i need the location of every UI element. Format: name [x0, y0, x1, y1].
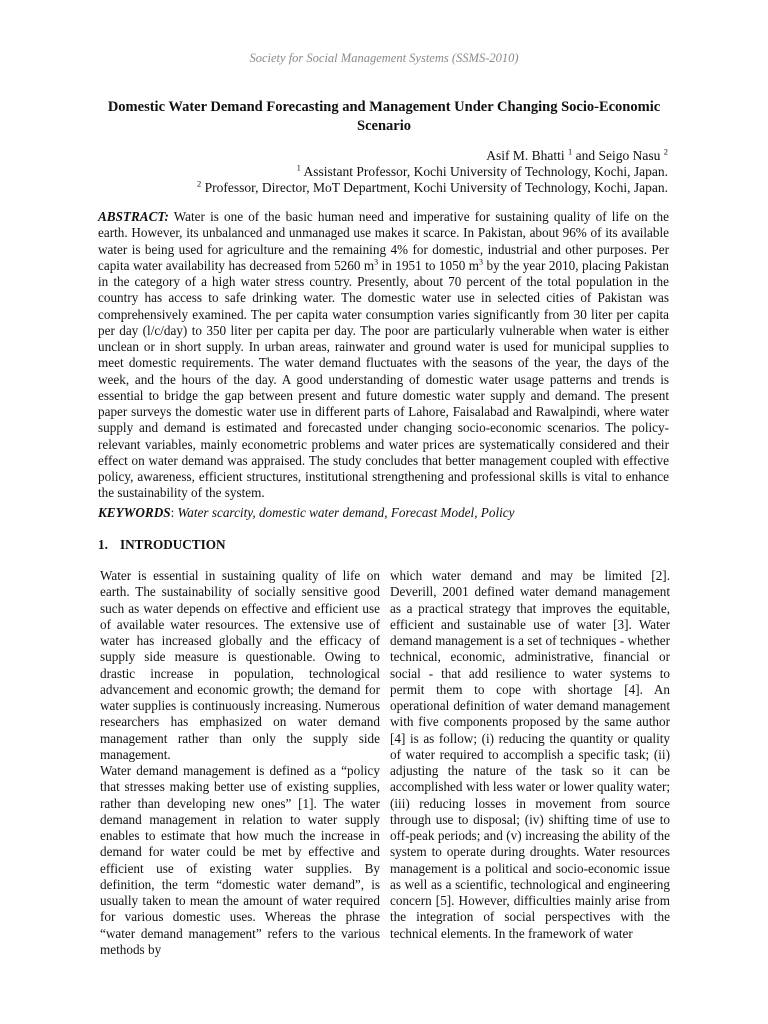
paragraph: Water demand management is defined as a “policy that stresses making better use of existing supplies, rather than developing new ones” [1]. The water demand management in relation to water supply enables to estimate that how much the increase in demand for water could be met by effective and efficient use of existing water supplies. By definition, the term “domestic water demand”, is usually taken to mean the amount of water required for various domestic uses. Whereas the phrase “water demand management” refers to the various methods by	[100, 763, 380, 957]
abstract-sup-1: 3	[374, 257, 379, 267]
keywords	[98, 505, 669, 521]
author-1-sup: 1	[568, 146, 573, 157]
affiliation-1-sup: 1	[296, 162, 301, 173]
keywords-text: Water scarcity, domestic water demand, Forecast Model, Policy	[177, 505, 515, 520]
abstract-text-1: Water is one of the basic human need and imperative for sustaining quality of life on the earth. However, its unbalanced and unmanaged use makes it scarce. In Pakistan, about 96% of its available water is being used for agriculture and the remaining 4% for domestic, industrial and other purposes. Per capita water availability has decreased from 5260 m	[98, 209, 669, 273]
affiliation-2	[100, 180, 668, 196]
author-block	[100, 148, 668, 196]
running-head: Society for Social Management Systems (SSMS-2010)	[249, 51, 519, 65]
abstract-sup-2: 3	[479, 257, 484, 267]
author-2: Seigo Nasu	[598, 148, 661, 163]
paragraph: which water demand and may be limited [2]. Deverill, 2001 defined water demand management as a practical strategy that improves the equitable, efficient and sustainable use of water [3]. Water demand management is a set of techniques - whether technical, economic, administrative, financial or social - that add resilience to water systems to permit them to cope with shortage [4]. An operational definition of water demand management with five components proposed by the same author [4] is as follow; (i) reducing the quantity or quality of water required to accomplish a specific task; (ii) adjusting the nature of the task so it can be accomplished with less water or lower quality water; (iii) reducing losses in movement from source through use to disposal; (iv) shifting time of use to off-peak periods; and (v) increasing the ability of the system to operate during droughts. Water resources management is a political and socio-economic issue as well as a scientific, technological and engineering concern [5]. However, difficulties mainly arise from the integration of social perspectives with the technical elements. In the framework of water	[390, 568, 670, 941]
paragraph: Water is essential in sustaining quality of life on earth. The sustainability of socially sensitive good such as water depends on effective and efficient use of available water resources. The extensive use of water has increased globally and the efficacy of supply side measure is questionable. Owing to drastic increase in population, technological advancement and economic growth; the demand for water supplies is continuously increasing. Numerous researchers has emphasized on water demand management rather than only the supply side management.	[100, 568, 380, 762]
affiliation-1	[100, 164, 668, 180]
affiliation-1-text: Assistant Professor, Kochi University of Technology, Kochi, Japan.	[300, 164, 668, 179]
affiliation-2-sup: 2	[197, 178, 202, 189]
abstract-label: ABSTRACT:	[98, 209, 169, 224]
abstract-text-3: by the year 2010, placing Pakistan in the category of a high water stress country. Presently, about 70 percent of the total population in the country has access to safe drinking water. The domestic water use in selected cities of Pakistan was comprehensively examined. The per capita water consumption varies significantly from 30 liter per capita per day (l/c/day) to 350 liter per capita per day. The poor are particularly vulnerable when water is either unclean or in short supply. In urban areas, rainwater and ground water is used for municipal supplies to meet domestic requirements. The water demand fluctuates with the seasons of the year, the days of the week, and the hours of the day. A good understanding of domestic water usage patterns and trends is essential to bridge the gap between present and future domestic water supply and demand. The present paper surveys the domestic water use in different parts of Lahore, Faisalabad and Rawalpindi, where water supply and demand is estimated and forecasted under changing socio-economic scenarios. The policy-relevant variables, mainly econometric problems and water prices are systematically considered and their effect on water demand was appraised. The study concludes that better management coupled with effective policy, awareness, efficient structures, institutional strengthening and professional skills is vital to enhance the sustainability of the system.	[98, 257, 669, 501]
author-line	[100, 148, 668, 164]
paper-title: Domestic Water Demand Forecasting and Management Under Changing Socio-Economic Scenario	[107, 99, 661, 134]
section-heading	[98, 537, 226, 553]
abstract-text-2: in 1951 to 1050 m	[378, 257, 480, 273]
author-1: Asif M. Bhatti	[486, 148, 565, 163]
keywords-separator: :	[170, 505, 178, 520]
affiliation-2-text: Professor, Director, MoT Department, Kochi University of Technology, Kochi, Japan.	[201, 180, 668, 195]
right-column	[390, 568, 670, 942]
left-column	[100, 568, 380, 958]
section-number: 1.	[98, 537, 108, 552]
author-conjunction: and	[572, 148, 599, 163]
section-title: INTRODUCTION	[120, 537, 226, 552]
author-2-sup: 2	[663, 146, 668, 157]
abstract	[98, 209, 669, 502]
keywords-label: KEYWORDS	[98, 505, 171, 520]
